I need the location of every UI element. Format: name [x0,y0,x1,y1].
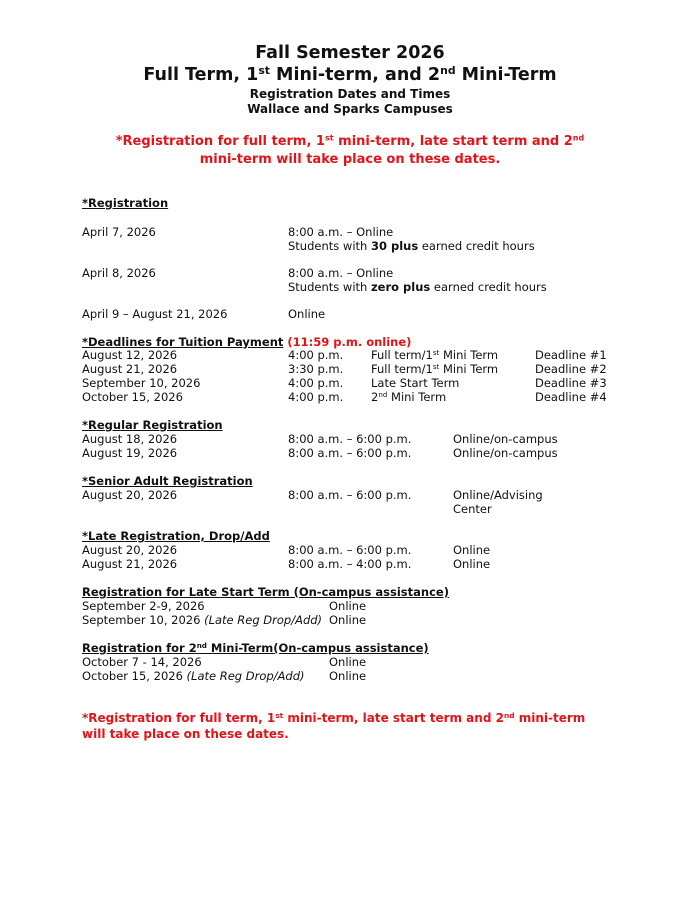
section-heading-late: *Late Registration, Drop/Add [82,529,270,543]
section-heading-senior: *Senior Adult Registration [82,474,253,488]
tuition-date: September 10, 2026 [82,376,201,390]
tuition-time: 4:00 p.m. [288,376,344,390]
regular-mode: Online/on-campus [453,432,558,446]
late-mode: Online [453,557,491,571]
late-time: 8:00 a.m. – 6:00 p.m. [288,543,412,557]
late-start-date: September 2-9, 2026 [82,599,205,613]
tuition-term: Late Start Term [371,376,460,390]
regular-date: August 18, 2026 [82,432,178,446]
header-line-campuses: Wallace and Sparks Campuses [247,102,453,116]
tuition-term: 2nd Mini Term [371,390,447,404]
late-start-mode: Online [329,599,367,613]
mini2-date: October 15, 2026 (Late Reg Drop/Add) [82,669,305,683]
header-line-dates-times: Registration Dates and Times [249,87,451,101]
late-date: August 21, 2026 [82,557,178,571]
mini2-date: October 7 - 14, 2026 [82,655,202,669]
registration-note: Students with zero plus earned credit hours [288,280,547,294]
senior-date: August 20, 2026 [82,488,178,502]
tuition-date: October 15, 2026 [82,390,183,404]
late-mode: Online [453,543,491,557]
late-time: 8:00 a.m. – 4:00 p.m. [288,557,412,571]
tuition-date: August 21, 2026 [82,362,178,376]
tuition-date: August 12, 2026 [82,348,178,362]
registration-note: Students with 30 plus earned credit hours [288,239,535,253]
registration-date: April 9 – August 21, 2026 [82,307,228,321]
bottom-notice: *Registration for full term, 1st mini-term, late start term and 2nd mini-term will take place on these dates. [82,710,586,741]
registration-time: 8:00 a.m. – Online [288,266,394,280]
mini2-mode: Online [329,655,367,669]
mini2-mode: Online [329,669,367,683]
senior-time: 8:00 a.m. – 6:00 p.m. [288,488,412,502]
tuition-deadline: Deadline #4 [535,390,607,404]
top-notice: *Registration for full term, 1st mini-term, late start term and 2nd mini-term will take place on these dates. [115,133,585,167]
registration-time: Online [288,307,326,321]
page-title: Fall Semester 2026 [255,43,445,63]
senior-mode-continued: Center [453,502,492,516]
regular-date: August 19, 2026 [82,446,178,460]
tuition-time: 4:00 p.m. [288,348,344,362]
regular-mode: Online/on-campus [453,446,558,460]
regular-time: 8:00 a.m. – 6:00 p.m. [288,446,412,460]
section-heading-late-start: Registration for Late Start Term (On-campus assistance) [82,585,449,599]
late-date: August 20, 2026 [82,543,178,557]
tuition-deadline: Deadline #1 [535,348,607,362]
registration-date: April 7, 2026 [82,225,156,239]
section-heading-tuition: *Deadlines for Tuition Payment (11:59 p.m. online) [82,335,412,349]
late-start-date: September 10, 2026 (Late Reg Drop/Add) [82,613,323,627]
tuition-deadline: Deadline #2 [535,362,607,376]
registration-date: April 8, 2026 [82,266,156,280]
section-heading-mini2: Registration for 2nd Mini-Term(On-campus assistance) [82,641,429,655]
tuition-term: Full term/1st Mini Term [371,362,499,376]
tuition-deadline: Deadline #3 [535,376,607,390]
tuition-term: Full term/1st Mini Term [371,348,499,362]
regular-time: 8:00 a.m. – 6:00 p.m. [288,432,412,446]
tuition-time: 3:30 p.m. [288,362,344,376]
senior-mode: Online/Advising [453,488,543,502]
tuition-time: 4:00 p.m. [288,390,344,404]
section-heading-regular: *Regular Registration [82,418,223,432]
late-start-mode: Online [329,613,367,627]
section-heading-registration: *Registration [82,196,169,210]
page-subtitle: Full Term, 1st Mini-term, and 2nd Mini-Term [143,64,557,85]
registration-time: 8:00 a.m. – Online [288,225,394,239]
